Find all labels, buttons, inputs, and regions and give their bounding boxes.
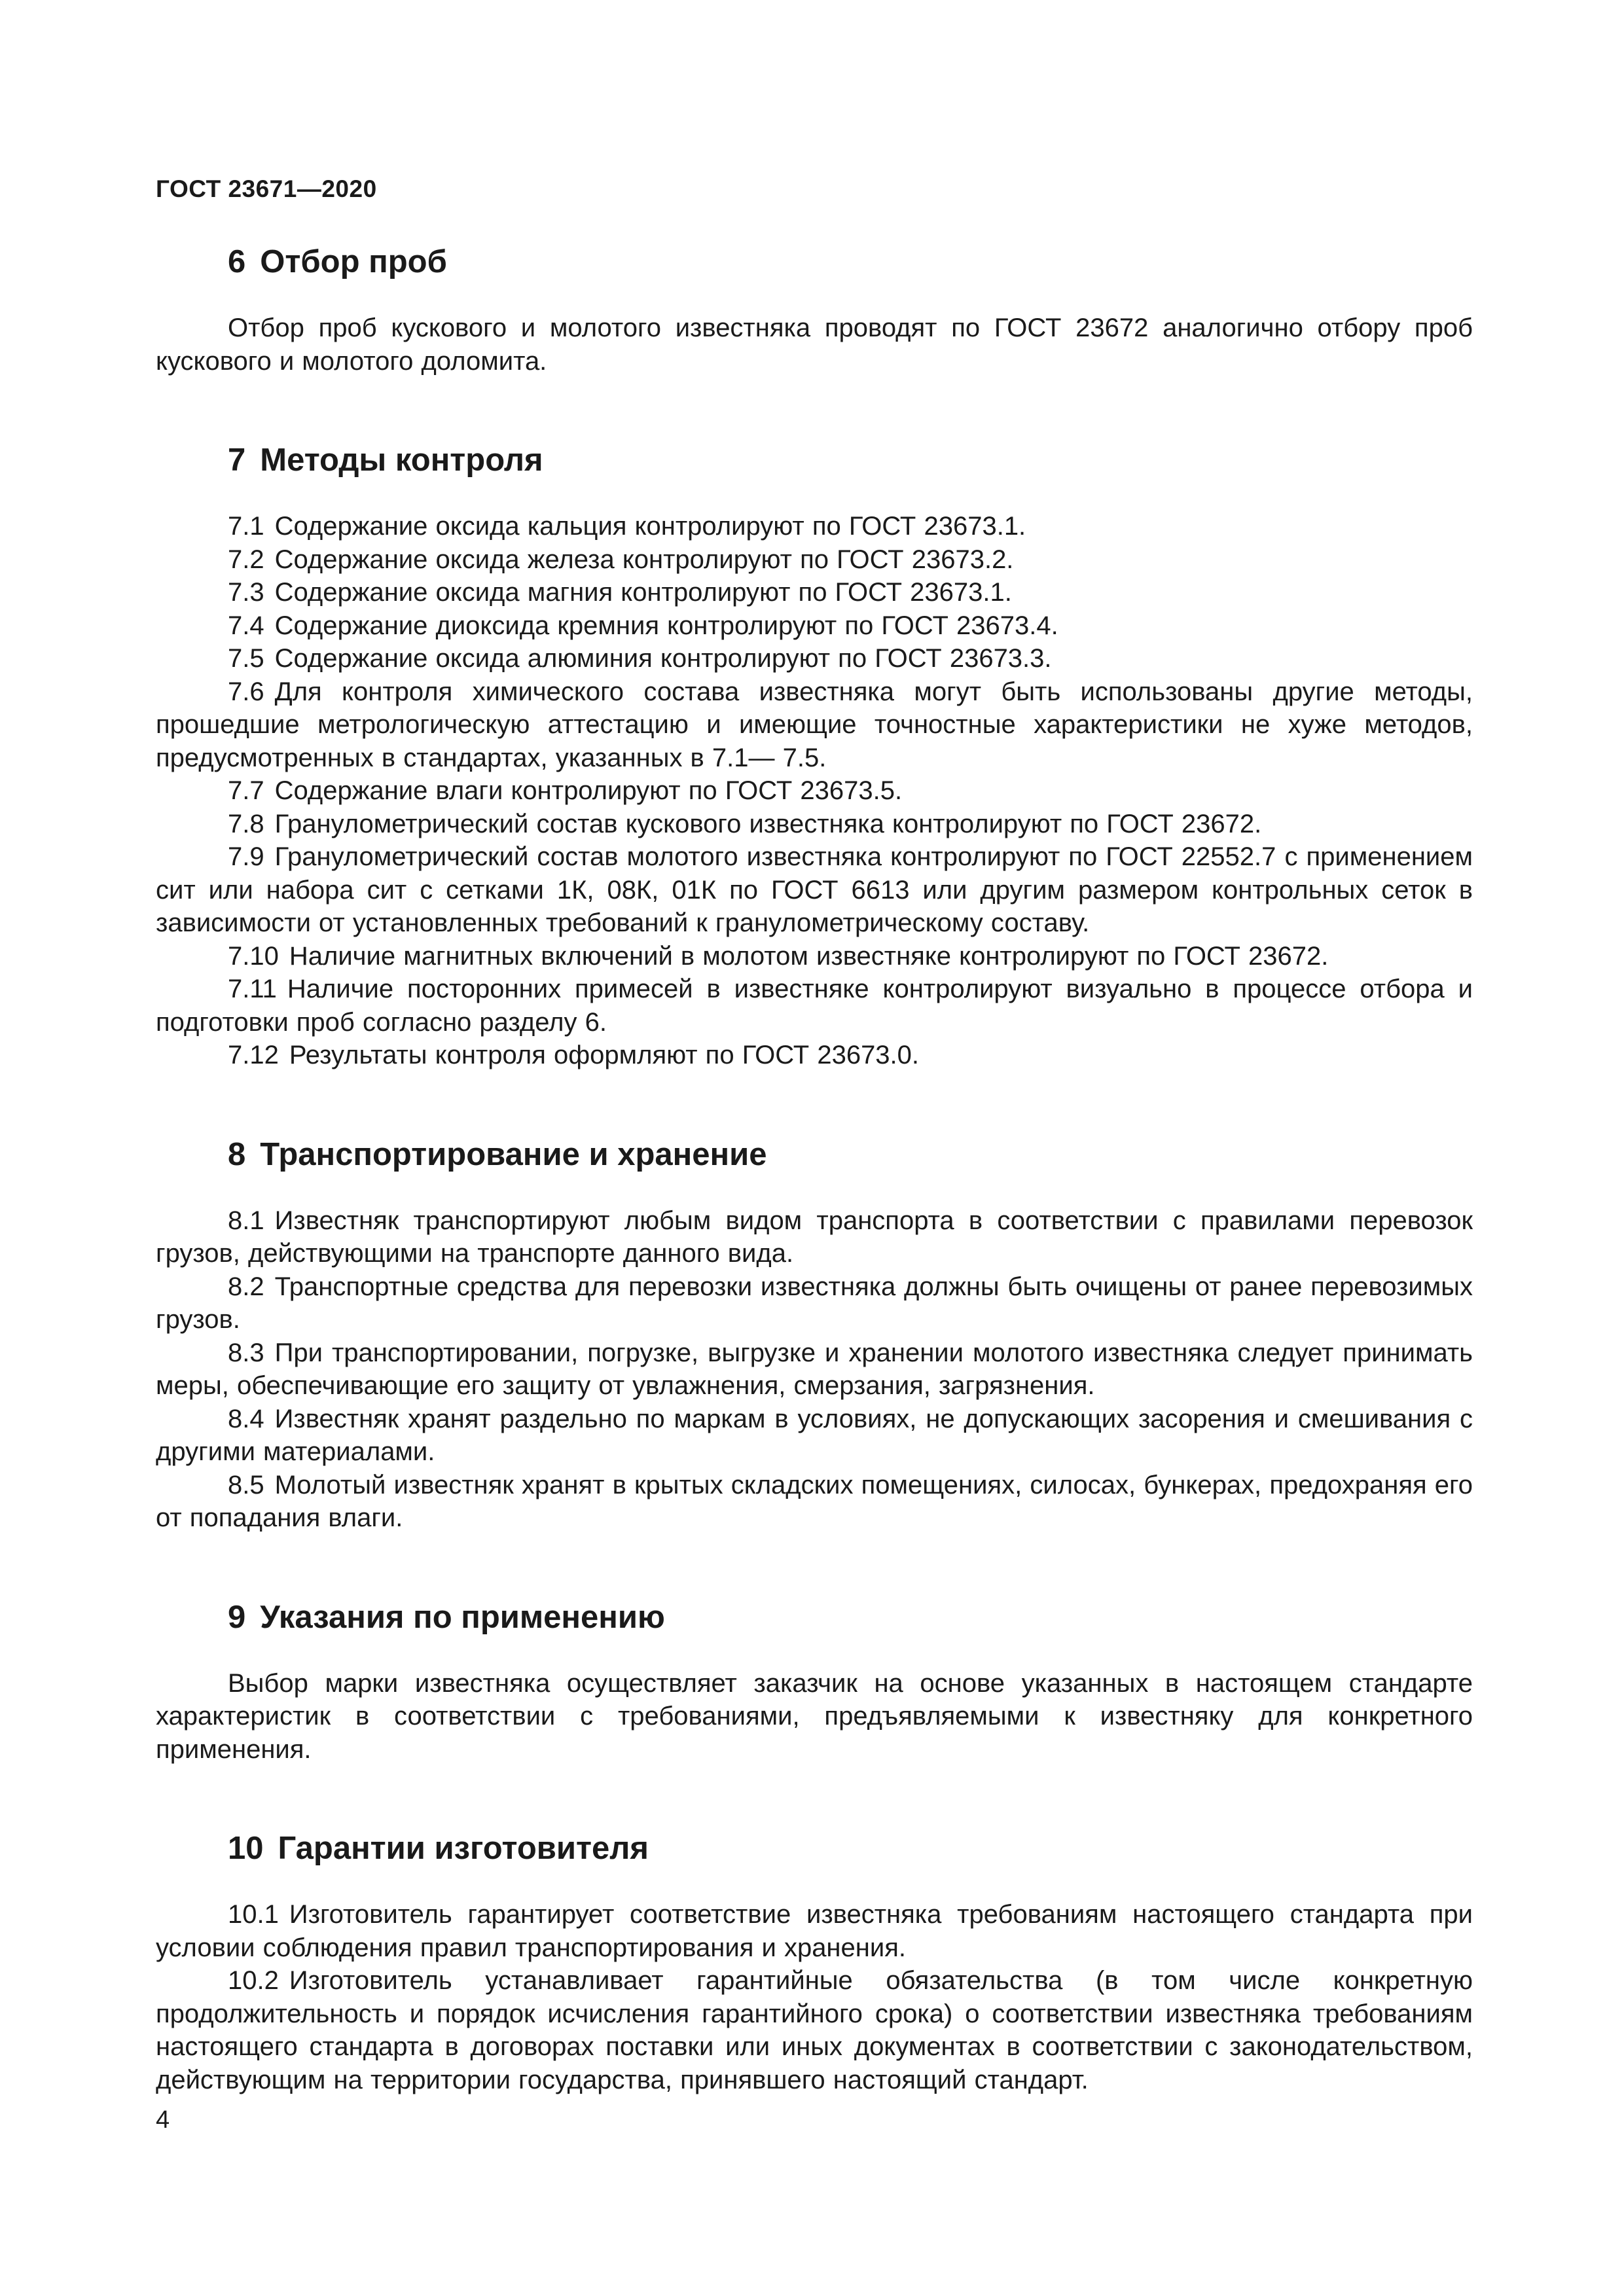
paragraph-text: Известняк хранят раздельно по маркам в условиях, не допускающих засорения и смешивания с другими материалами.: [156, 1404, 1473, 1466]
clause-number: 7.1: [228, 512, 264, 541]
paragraph-text: Наличие посторонних примесей в известняке контролируют визуально в процессе отбора и подготовки проб согласно разделу 6.: [156, 975, 1473, 1037]
clause-number: 7.8: [228, 809, 264, 838]
paragraph: [156, 940, 1473, 973]
clause-number: 7.4: [228, 611, 264, 640]
clause-number: 7.7: [228, 776, 264, 805]
paragraph-text: Транспортные средства для перевозки известняка должны быть очищены от ранее перевозимых грузов.: [156, 1272, 1473, 1334]
paragraph: [156, 774, 1473, 808]
paragraph-text: Изготовитель устанавливает гарантийные обязательства (в том числе конкретную продолжительность и порядок исчисления гарантийного срока) о соответствии известняка требованиям настоящего стандарта в договорах поставки или иных документах в соответствии с законодательством, действующим на территории государства, принявшего настоящий стандарт.: [156, 1966, 1473, 2094]
section-title-text: Гарантии изготовителя: [278, 1831, 649, 1866]
section-title-text: Методы контроля: [260, 442, 543, 478]
section-title-text: Указания по применению: [260, 1599, 665, 1635]
paragraph-text: Содержание влаги контролируют по ГОСТ 23673.5.: [274, 776, 903, 805]
paragraph: [156, 1898, 1473, 1964]
paragraph: [156, 1039, 1473, 1072]
paragraph-text: Наличие магнитных включений в молотом известняке контролируют по ГОСТ 23672.: [289, 941, 1329, 971]
paragraph-text: При транспортировании, погрузке, выгрузке и хранении молотого известняка следует принимать меры, обеспечивающие его защиту от увлажнения, смерзания, загрязнения.: [156, 1338, 1473, 1400]
paragraph-text: Выбор марки известняка осуществляет заказчик на основе указанных в настоящем стандарте характеристик в соответствии с требованиями, предъявляемыми к известняку для конкретного применения.: [156, 1668, 1473, 1764]
clause-number: 7.10: [228, 941, 279, 971]
paragraph: [156, 312, 1473, 378]
page-number: 4: [156, 2106, 170, 2134]
section-title-text: Отбор проб: [260, 244, 447, 279]
clause-number: 7.2: [228, 545, 264, 574]
paragraph-text: Известняк транспортируют любым видом транспорта в соответствии с правилами перевозок грузов, действующими на транспорте данного вида.: [156, 1206, 1473, 1268]
paragraph-text: Гранулометрический состав молотого известняка контролируют по ГОСТ 22552.7 с применением сит или набора сит с сетками 1К, 08К, 01К по ГОСТ 6613 или другим размером контрольных сеток в зависимости от установленных требований к гранулометрическому составу.: [156, 842, 1473, 937]
paragraph: [156, 1204, 1473, 1270]
paragraph: [156, 1403, 1473, 1469]
section-number: 10: [228, 1831, 264, 1866]
clause-number: 7.3: [228, 578, 264, 607]
paragraph-text: Для контроля химического состава известняка могут быть использованы другие методы, прошедшие метрологическую аттестацию и имеющие точностные характеристики не хуже методов, предусмотренных в стандартах, указанных в 7.1— 7.5.: [156, 677, 1473, 772]
section-number: 8: [228, 1136, 246, 1172]
paragraph-text: Содержание оксида кальция контролируют по ГОСТ 23673.1.: [274, 512, 1026, 541]
clause-number: 8.5: [228, 1470, 264, 1499]
section-7: [156, 440, 1473, 1072]
document-code: ГОСТ 23671—2020: [156, 175, 377, 202]
section-number: 7: [228, 442, 246, 478]
section-title: [156, 1135, 1473, 1174]
section-9: [156, 1598, 1473, 1767]
paragraph: [156, 1270, 1473, 1336]
section-title: [156, 1829, 1473, 1868]
paragraph: [156, 1469, 1473, 1535]
paragraph-text: Содержание оксида железа контролируют по ГОСТ 23673.2.: [274, 545, 1014, 574]
paragraph: [156, 675, 1473, 775]
paragraph-text: Гранулометрический состав кускового известняка контролируют по ГОСТ 23672.: [274, 809, 1262, 838]
paragraph: [156, 808, 1473, 841]
section-8: [156, 1135, 1473, 1535]
paragraph: [156, 840, 1473, 940]
paragraph-text: Изготовитель гарантирует соответствие известняка требованиям настоящего стандарта при условии соблюдения правил транспортирования и хранения.: [156, 1900, 1473, 1962]
paragraph: [156, 543, 1473, 577]
clause-number: 8.4: [228, 1404, 264, 1433]
clause-number: 7.9: [228, 842, 264, 871]
paragraph-text: Молотый известняк хранят в крытых складских помещениях, силосах, бункерах, предохраняя его от попадания влаги.: [156, 1470, 1473, 1532]
paragraph: [156, 1336, 1473, 1403]
clause-number: 7.5: [228, 644, 264, 673]
section-title: [156, 242, 1473, 281]
document-body: [156, 242, 1473, 2096]
section-number: 9: [228, 1599, 246, 1635]
clause-number: 7.12: [228, 1041, 279, 1069]
paragraph-text: Отбор проб кускового и молотого известняка проводят по ГОСТ 23672 аналогично отбору проб кускового и молотого доломита.: [156, 314, 1473, 376]
paragraph: [156, 1964, 1473, 2096]
section-6: [156, 242, 1473, 378]
section-10: [156, 1829, 1473, 2096]
section-title-text: Транспортирование и хранение: [260, 1136, 767, 1172]
paragraph: [156, 609, 1473, 643]
section-number: 6: [228, 244, 246, 279]
clause-number: 7.6: [228, 677, 264, 706]
clause-number: 10.2: [228, 1966, 279, 1995]
paragraph: [156, 973, 1473, 1039]
clause-number: 8.1: [228, 1206, 264, 1235]
paragraph-text: Содержание оксида алюминия контролируют по ГОСТ 23673.3.: [274, 644, 1052, 673]
clause-number: 8.2: [228, 1272, 264, 1301]
section-title: [156, 1598, 1473, 1637]
paragraph: [156, 1667, 1473, 1767]
paragraph-text: Результаты контроля оформляют по ГОСТ 23673.0.: [289, 1041, 920, 1069]
paragraph: [156, 642, 1473, 675]
paragraph-text: Содержание диоксида кремния контролируют по ГОСТ 23673.4.: [274, 611, 1058, 640]
clause-number: 10.1: [228, 1900, 279, 1929]
section-title: [156, 440, 1473, 480]
clause-number: 8.3: [228, 1338, 264, 1367]
clause-number: 7.11: [228, 975, 277, 1003]
paragraph: [156, 576, 1473, 609]
paragraph: [156, 510, 1473, 543]
paragraph-text: Содержание оксида магния контролируют по ГОСТ 23673.1.: [274, 578, 1012, 607]
